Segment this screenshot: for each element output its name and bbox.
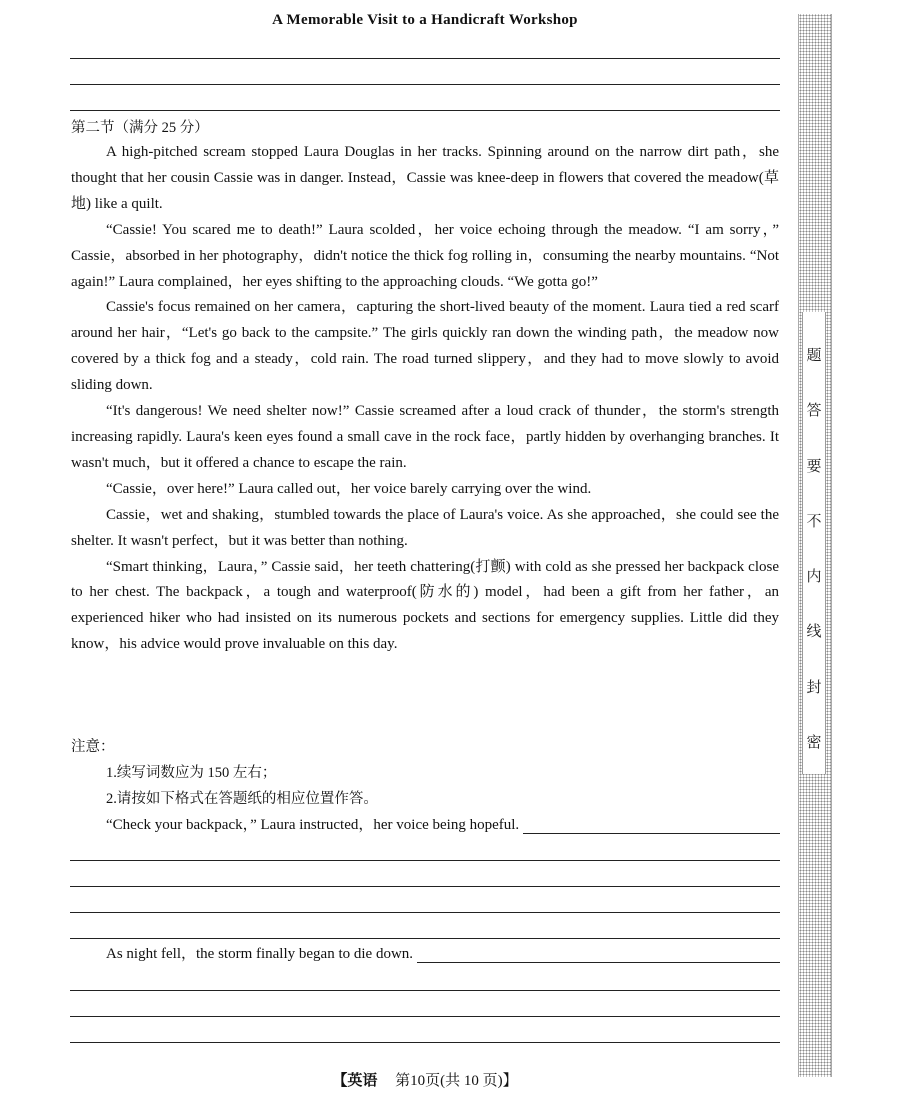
note-item-1: 1.续写词数应为 150 左右； [106,765,277,781]
passage [71,140,779,658]
binding-char: 密 [806,732,822,751]
continuation-start-sentence-1: “Check your backpack，” Laura instructed，her voice being hopeful. [106,817,520,833]
section-title: 第二节（满分 25 分） [71,120,209,136]
passage-paragraph-3: Cassie's focus remained on her camera，capturing the short-lived beauty of the moment. Laura tied a red scarf around her hair，“Let's go back to the campsite.” The girls quickly ran down the winding path，the meadow now covered by a thick fog and a steady，cold rain. The road turned slippery，and they had to move slowly to avoid sliding down. [71,299,779,394]
note-item-2: 2.请按如下格式在答题纸的相应位置作答。 [106,791,378,807]
passage-paragraph-6: Cassie，wet and shaking，stumbled towards the place of Laura's voice. As she approached，she could see the shelter. It wasn't perfect，but it was better than nothing. [71,506,779,549]
binding-char: 封 [806,677,822,696]
writing-line[interactable] [70,1042,780,1043]
writing-line-start-1[interactable] [523,819,780,834]
binding-char: 要 [806,456,822,475]
page-title: A Memorable Visit to a Handicraft Workshop [272,12,578,28]
binding-char: 线 [806,622,822,641]
passage-paragraph-4: “It's dangerous! We need shelter now!” Cassie screamed after a loud crack of thunder，the storm's strength increasing rapidly. Laura's keen eyes found a small cave in the rock face，partly hidden by overhanging branches. It wasn't much，but it offered a chance to escape the rain. [71,403,779,471]
passage-paragraph-1: A high-pitched scream stopped Laura Douglas in her tracks. Spinning around on the narrow dirt path，she thought that her cousin Cassie was in danger. Instead，Cassie was knee-deep in flowers that covered the meadow(草地) like a quilt. [71,144,779,212]
writing-line[interactable] [70,1016,780,1017]
binding-char: 内 [806,567,822,586]
page-footer [0,1069,850,1090]
continuation-paragraph-2 [106,942,780,963]
continuation-paragraph-1 [106,813,780,834]
writing-line-header-3 [70,110,780,111]
writing-line[interactable] [70,990,780,991]
writing-line[interactable] [70,938,780,939]
passage-paragraph-2: “Cassie! You scared me to death!” Laura scolded，her voice echoing through the meadow. “I am sorry，” Cassie，absorbed in her photography，didn't notice the thick fog rolling in，consuming the nearby mountains. “Not again!” Laura complained，her eyes shifting to the approaching clouds. “We gotta go!” [71,221,779,290]
writing-line-start-2[interactable] [417,948,780,963]
writing-line-header-1 [70,58,780,59]
writing-line[interactable] [70,912,780,913]
binding-warning [802,312,826,774]
binding-char: 不 [806,511,822,530]
binding-char: 答 [806,401,822,420]
footer-subject: 【英语 [332,1071,378,1089]
notes-label: 注意： [71,739,115,755]
passage-paragraph-7: “Smart thinking，Laura，” Cassie said，her teeth chattering(打颤) with cold as she pressed her backpack close to her chest. The backpack，a tough and waterproof(防水的) model，had been a gift from her father，an experienced hiker who had insisted on its numerous pockets and sections for emergency supplies. Little did they know，his advice would prove invaluable on this day. [71,558,779,653]
continuation-start-sentence-2: As night fell，the storm finally began to die down. [106,946,414,962]
binding-char: 题 [806,346,822,364]
writing-line[interactable] [70,860,780,861]
passage-paragraph-5: “Cassie，over here!” Laura called out，her voice barely carrying over the wind. [106,480,592,497]
writing-line[interactable] [70,886,780,887]
footer-page-number: 第10页(共 10 页)】 [395,1073,518,1089]
writing-line-header-2 [70,84,780,85]
